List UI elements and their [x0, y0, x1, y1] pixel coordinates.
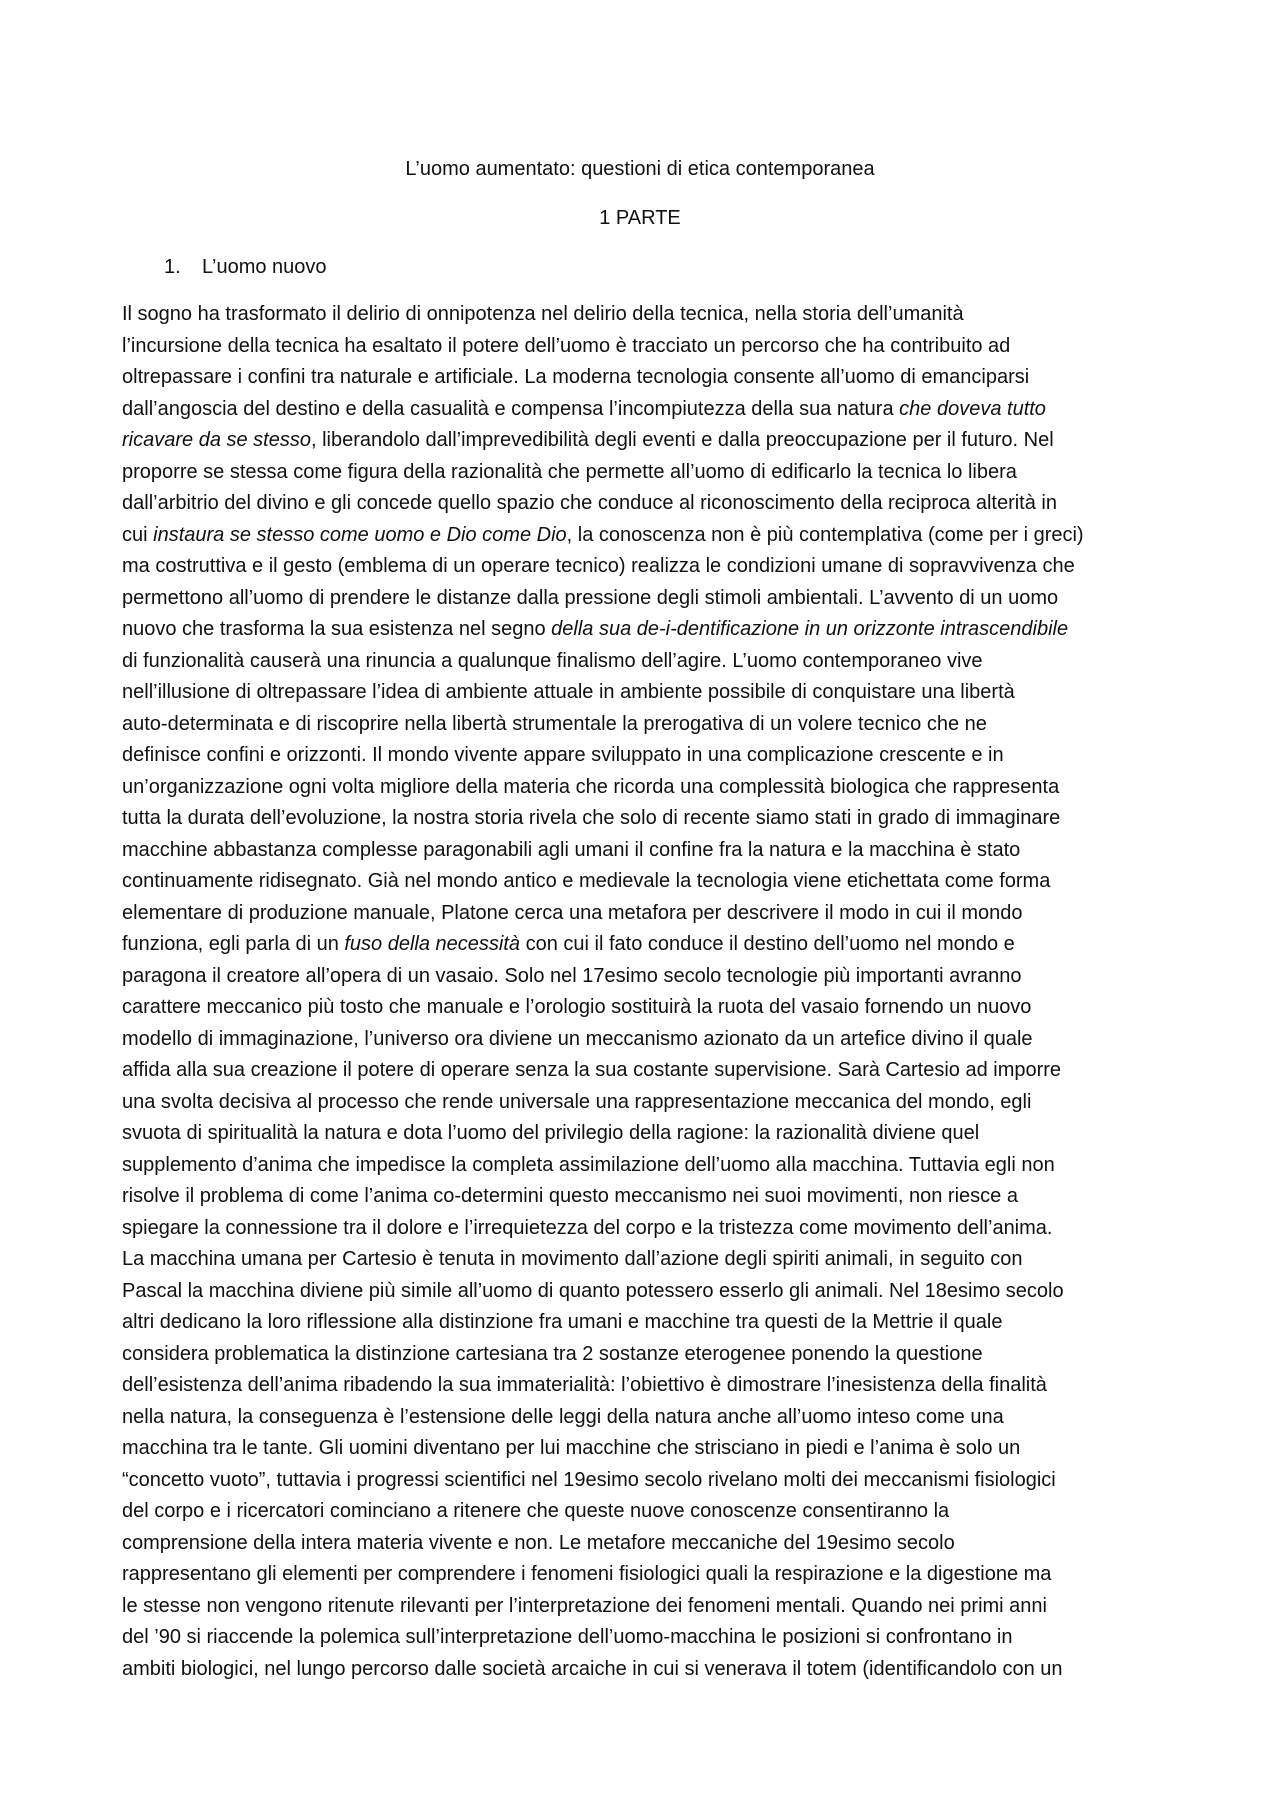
paragraph-line	[122, 583, 1162, 615]
paragraph-line	[122, 772, 1162, 804]
paragraph-text: dall’arbitrio del divino e gli concede quello spazio che conduce al riconoscimento della reciproca alterità in	[122, 492, 1057, 514]
paragraph-text: Il sogno ha trasformato il delirio di onnipotenza nel delirio della tecnica, nella storia dell’umanità	[122, 303, 964, 325]
paragraph-line	[122, 457, 1162, 489]
paragraph-text: modello di immaginazione, l’universo ora diviene un meccanismo azionato da un artefice divino il quale	[122, 1027, 1033, 1050]
italic-text: della sua de-i-dentificazione in un orizzonte intrascendibile	[551, 618, 1069, 640]
paragraph-text: del corpo e i ricercatori cominciano a ritenere che queste nuove conoscenze consentiranno la	[122, 1500, 950, 1522]
paragraph-text: una svolta decisiva al processo che rende universale una rappresentazione meccanica del mondo, egli	[122, 1090, 1032, 1113]
paragraph-line	[122, 866, 1162, 898]
paragraph-text: nuovo che trasforma la sua esistenza nel segno	[122, 618, 552, 640]
paragraph-text: permettono all’uomo di prendere le distanze dalla pressione degli stimoli ambientali. L’avvento di un uomo	[122, 586, 1059, 609]
paragraph-line	[122, 740, 1162, 772]
paragraph-text: definisce confini e orizzonti. Il mondo vivente appare sviluppato in una complicazione crescente e in	[122, 744, 1004, 766]
document-title: L’uomo aumentato: questioni di etica contemporanea	[405, 158, 875, 180]
paragraph-line	[122, 614, 1162, 646]
paragraph-text: altri dedicano la loro riflessione alla distinzione fra umani e macchine tra questi de la Mettrie il quale	[122, 1311, 1003, 1333]
paragraph-line	[122, 1276, 1162, 1308]
paragraph-text: dall’angoscia del destino e della casualità e compensa l’incompiutezza della sua natura	[122, 397, 900, 420]
paragraph-line	[122, 898, 1162, 930]
paragraph-line	[122, 1433, 1162, 1465]
paragraph-text: funziona, egli parla di un	[122, 933, 345, 955]
paragraph-line	[122, 1087, 1162, 1119]
paragraph-line	[122, 1339, 1162, 1371]
paragraph-line	[122, 362, 1162, 394]
paragraph-text: proporre se stessa come figura della razionalità che permette all’uomo di edificarlo la tecnica lo libera	[122, 460, 1017, 483]
paragraph-line	[122, 992, 1162, 1024]
paragraph-line	[122, 709, 1162, 741]
body-paragraph	[122, 299, 1162, 1685]
paragraph-text: ma costruttiva e il gesto (emblema di un operare tecnico) realizza le condizioni umane di sopravvivenza che	[122, 555, 1075, 577]
paragraph-text: La macchina umana per Cartesio è tenuta in movimento dall’azione degli spiriti animali, in seguito con	[122, 1248, 1023, 1270]
paragraph-line	[122, 1181, 1162, 1213]
document-subtitle: 1 PARTE	[599, 207, 681, 229]
paragraph-line	[122, 520, 1162, 552]
paragraph-line	[122, 1402, 1162, 1434]
paragraph-line	[122, 1465, 1162, 1497]
paragraph-text: , la conoscenza non è più contemplativa (come per i greci)	[566, 523, 1084, 546]
italic-text: che doveva tutto	[899, 397, 1046, 420]
paragraph-line	[122, 488, 1162, 520]
paragraph-text: tutta la durata dell’evoluzione, la nostra storia rivela che solo di recente siamo stati in grado di immaginare	[122, 807, 1061, 829]
paragraph-line	[122, 1370, 1162, 1402]
paragraph-line	[122, 1528, 1162, 1560]
paragraph-text: spiegare la connessione tra il dolore e l’irrequietezza del corpo e la tristezza come movimento dell’anima.	[122, 1216, 1053, 1239]
paragraph-text: del ’90 si riaccende la polemica sull’interpretazione dell’uomo-macchina le posizioni si confrontano in	[122, 1626, 1013, 1648]
paragraph-text: considera problematica la distinzione cartesiana tra 2 sostanze eterogenee ponendo la questione	[122, 1342, 983, 1365]
paragraph-text: di funzionalità causerà una rinuncia a qualunque finalismo dell’agire. L’uomo contemporaneo vive	[122, 649, 983, 672]
paragraph-text: elementare di produzione manuale, Platone cerca una metafora per descrivere il modo in cui il mondo	[122, 901, 1023, 924]
paragraph-text: un’organizzazione ogni volta migliore della materia che ricorda una complessità biologica che rappresenta	[122, 775, 1060, 798]
paragraph-text: nell’illusione di oltrepassare l’idea di ambiente attuale in ambiente possibile di conquistare una libertà	[122, 681, 1015, 703]
paragraph-text: comprensione della intera materia vivente e non. Le metafore meccaniche del 19esimo secolo	[122, 1531, 955, 1554]
paragraph-line	[122, 299, 1162, 331]
paragraph-text: “concetto vuoto”, tuttavia i progressi scientifici nel 19esimo secolo rivelano molti dei meccanismi fisiologici	[122, 1468, 1056, 1491]
paragraph-text: auto-determinata e di riscoprire nella libertà strumentale la prerogativa di un volere tecnico che ne	[122, 712, 987, 735]
italic-text: instaura se stesso come uomo e Dio come Dio	[153, 523, 567, 546]
paragraph-text: Pascal la macchina diviene più simile all’uomo di quanto potessero esserlo gli animali. Nel 18esimo secolo	[122, 1279, 1064, 1302]
paragraph-text: l’incursione della tecnica ha esaltato il potere dell’uomo è tracciato un percorso che ha contribuito ad	[122, 334, 1011, 357]
paragraph-line	[122, 394, 1162, 426]
section-title: L’uomo nuovo	[202, 256, 327, 278]
paragraph-text: risolve il problema di come l’anima co-determini questo meccanismo nei suoi movimenti, non riesce a	[122, 1185, 1018, 1207]
paragraph-line	[122, 1622, 1162, 1654]
paragraph-line	[122, 646, 1162, 678]
paragraph-text: rappresentano gli elementi per comprendere i fenomeni fisiologici quali la respirazione e la digestione ma	[122, 1563, 1052, 1585]
paragraph-text: svuota di spiritualità la natura e dota l’uomo del privilegio della ragione: la razionalità diviene quel	[122, 1122, 980, 1144]
italic-text: ricavare da se stesso	[122, 429, 311, 451]
paragraph-text: affida alla sua creazione il potere di operare senza la sua costante supervisione. Sarà Cartesio ad imporre	[122, 1059, 1062, 1081]
paragraph-line	[122, 1024, 1162, 1056]
paragraph-text: con cui il fato conduce il destino dell’uomo nel mondo e	[520, 933, 1015, 955]
paragraph-text: continuamente ridisegnato. Già nel mondo antico e medievale la tecnologia viene etichettata come forma	[122, 870, 1051, 892]
paragraph-line	[122, 803, 1162, 835]
paragraph-line	[122, 1591, 1162, 1623]
paragraph-line	[122, 929, 1162, 961]
paragraph-line	[122, 1307, 1162, 1339]
paragraph-line	[122, 551, 1162, 583]
section-number: 1.	[164, 256, 181, 278]
paragraph-line	[122, 1244, 1162, 1276]
paragraph-text: nella natura, la conseguenza è l’estensione delle leggi della natura anche all’uomo inteso come una	[122, 1405, 1004, 1428]
paragraph-text: oltrepassare i confini tra naturale e artificiale. La moderna tecnologia consente all’uomo di emanciparsi	[122, 366, 1030, 388]
section-heading	[164, 253, 327, 281]
paragraph-text: cui	[122, 523, 154, 546]
paragraph-line	[122, 1150, 1162, 1182]
italic-text: fuso della necessità	[344, 933, 521, 955]
paragraph-line	[122, 1118, 1162, 1150]
paragraph-text: le stesse non vengono ritenute rilevanti per l’interpretazione dei fenomeni mentali. Quando nei primi anni	[122, 1594, 1047, 1617]
paragraph-line	[122, 331, 1162, 363]
paragraph-text: , liberandolo dall’imprevedibilità degli eventi e dalla preoccupazione per il futuro. Nel	[310, 429, 1054, 451]
paragraph-line	[122, 1654, 1162, 1686]
paragraph-line	[122, 961, 1162, 993]
paragraph-text: macchine abbastanza complesse paragonabili agli umani il confine fra la natura e la macchina è stato	[122, 838, 1021, 861]
paragraph-text: ambiti biologici, nel lungo percorso dalle società arcaiche in cui si venerava il totem (identificandolo con un	[122, 1657, 1063, 1680]
paragraph-line	[122, 1559, 1162, 1591]
paragraph-line	[122, 1055, 1162, 1087]
paragraph-text: macchina tra le tante. Gli uomini diventano per lui macchine che strisciano in piedi e l’anima è solo un	[122, 1437, 1021, 1459]
paragraph-line	[122, 1496, 1162, 1528]
paragraph-line	[122, 425, 1162, 457]
paragraph-line	[122, 677, 1162, 709]
paragraph-text: dell’esistenza dell’anima ribadendo la sua immaterialità: l’obiettivo è dimostrare l’inesistenza della finalità	[122, 1374, 1047, 1396]
paragraph-line	[122, 835, 1162, 867]
paragraph-text: carattere meccanico più tosto che manuale e l’orologio sostituirà la ruota del vasaio fornendo un nuovo	[122, 996, 1032, 1018]
paragraph-text: supplemento d’anima che impedisce la completa assimilazione dell’uomo alla macchina. Tuttavia egli non	[122, 1153, 1055, 1176]
paragraph-line	[122, 1213, 1162, 1245]
paragraph-text: paragona il creatore all’opera di un vasaio. Solo nel 17esimo secolo tecnologie più importanti avranno	[122, 964, 1022, 987]
